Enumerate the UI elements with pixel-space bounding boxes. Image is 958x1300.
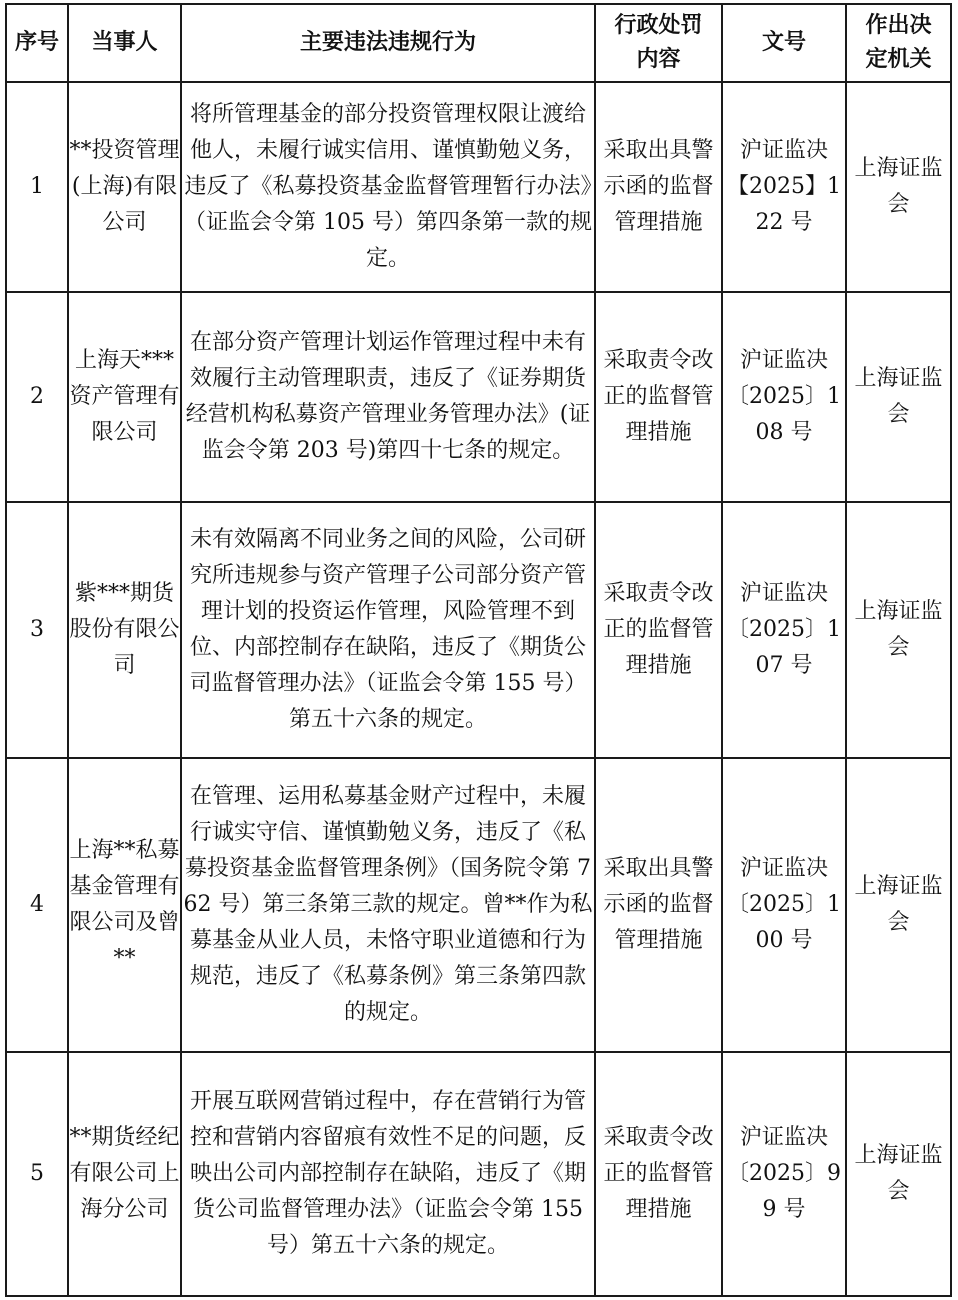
cell-violation: 开展互联网营销过程中，存在营销行为管控和营销内容留痕有效性不足的问题，反映出公司内部控制存在缺陷，违反了《期货公司监督管理办法》（证监会令第 155 号）第五十六条的规定。 [181,1052,595,1296]
cell-penalty: 采取责令改正的监督管理措施 [595,1052,722,1296]
cell-violation: 在管理、运用私募基金财产过程中，未履行诚实守信、谨慎勤勉义务，违反了《私募投资基金监督管理条例》（国务院令第 762 号）第三条第三款的规定。曾**作为私募基金从业人员，未恪守职业道德和行为规范，违反了《私募条例》第三条第四款的规定。 [181,758,595,1052]
cell-doc-no: 沪证监决【2025】122 号 [722,82,846,292]
cell-authority: 上海证监会 [846,502,951,758]
header-row [6,4,951,82]
cell-penalty: 采取责令改正的监督管理措施 [595,502,722,758]
cell-seq: 4 [6,758,68,1052]
cell-doc-no: 沪证监决〔2025〕107 号 [722,502,846,758]
table-row [6,82,951,292]
cell-party: **投资管理(上海)有限公司 [68,82,181,292]
header-party: 当事人 [68,4,181,82]
header-violation: 主要违法违规行为 [181,4,595,82]
cell-seq: 3 [6,502,68,758]
header-penalty: 行政处罚内容 [595,4,722,82]
cell-authority: 上海证监会 [846,82,951,292]
cell-penalty: 采取责令改正的监督管理措施 [595,292,722,502]
cell-violation: 将所管理基金的部分投资管理权限让渡给他人，未履行诚实信用、谨慎勤勉义务，违反了《私募投资基金监督管理暂行办法》（证监会令第 105 号）第四条第一款的规定。 [181,82,595,292]
cell-authority: 上海证监会 [846,292,951,502]
sanction-table [5,3,952,1297]
cell-doc-no: 沪证监决〔2025〕100 号 [722,758,846,1052]
cell-authority: 上海证监会 [846,758,951,1052]
cell-seq: 1 [6,82,68,292]
cell-violation: 未有效隔离不同业务之间的风险，公司研究所违规参与资产管理子公司部分资产管理计划的投资运作管理，风险管理不到位、内部控制存在缺陷，违反了《期货公司监督管理办法》（证监会令第 155 号）第五十六条的规定。 [181,502,595,758]
cell-party: **期货经纪有限公司上海分公司 [68,1052,181,1296]
table-row [6,758,951,1052]
cell-party: 紫***期货股份有限公司 [68,502,181,758]
cell-doc-no: 沪证监决〔2025〕99 号 [722,1052,846,1296]
table-row [6,292,951,502]
cell-party: 上海**私募基金管理有限公司及曾** [68,758,181,1052]
cell-authority: 上海证监会 [846,1052,951,1296]
cell-violation: 在部分资产管理计划运作管理过程中未有效履行主动管理职责，违反了《证券期货经营机构私募资产管理业务管理办法》(证监会令第 203 号)第四十七条的规定。 [181,292,595,502]
table-row [6,1052,951,1296]
cell-doc-no: 沪证监决〔2025〕108 号 [722,292,846,502]
cell-seq: 2 [6,292,68,502]
header-seq: 序号 [6,4,68,82]
header-authority: 作出决定机关 [846,4,951,82]
cell-penalty: 采取出具警示函的监督管理措施 [595,758,722,1052]
header-doc-no: 文号 [722,4,846,82]
table-row [6,502,951,758]
cell-seq: 5 [6,1052,68,1296]
cell-penalty: 采取出具警示函的监督管理措施 [595,82,722,292]
cell-party: 上海天***资产管理有限公司 [68,292,181,502]
